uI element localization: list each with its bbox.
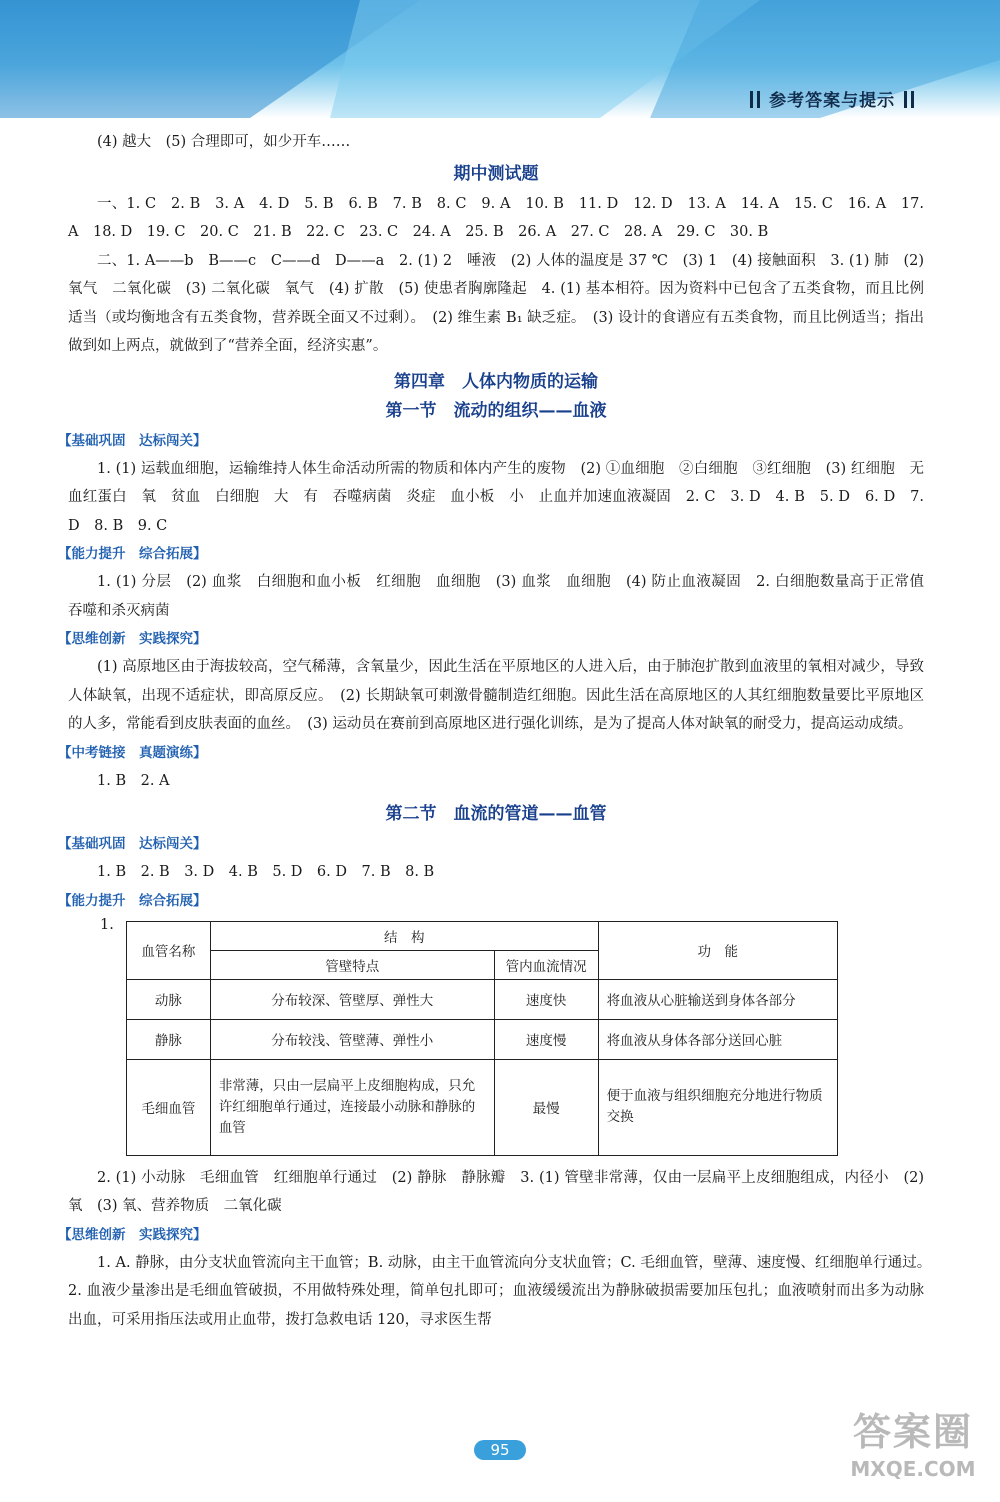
header-bar-right-2 [911, 91, 914, 108]
header-banner [0, 0, 1000, 118]
th-wall: 管壁特点 [210, 950, 494, 979]
section1-ability-answers: 1. (1) 分层 (2) 血浆 白细胞和血小板 红细胞 血细胞 (3) 血浆 血细胞 (4) 防止血液凝固 2. 白细胞数量高于正常值 吞噬和杀灭病菌 [68, 574, 939, 619]
watermark-logo [838, 1408, 988, 1494]
table-question [68, 915, 924, 1164]
table-row [127, 979, 838, 1019]
intro-line: (4) 越大 (5) 合理即可，如少开车…… [97, 134, 351, 150]
header-bar-left-2 [757, 91, 760, 108]
header-bar-left [750, 91, 753, 108]
cell-wall: 非常薄，只由一层扁平上皮细胞构成，只允许红细胞单行通过，连接最小动脉和静脉的血管 [210, 1059, 494, 1155]
th-function: 功 能 [598, 921, 837, 979]
th-vessel-name: 血管名称 [127, 921, 211, 979]
cell-function: 将血液从心脏输送到身体各部分 [598, 979, 837, 1019]
cell-wall: 分布较浅、管壁薄、弹性小 [210, 1019, 494, 1059]
th-flow: 管内血流情况 [494, 950, 598, 979]
cell-flow: 速度快 [494, 979, 598, 1019]
section2-ability-answers: 2. (1) 小动脉 毛细血管 红细胞单行通过 (2) 静脉 静脉瓣 3. (1) 管壁非常薄，仅由一层扁平上皮细胞组成，内径小 (2) 氧 (3) 氧、营养物质 二氧化碳 [68, 1169, 924, 1214]
header-label [748, 86, 916, 111]
midterm-title: 期中测试题 [453, 163, 539, 184]
section1-tag-basic: 【基础巩固 达标闯关】 [58, 432, 207, 449]
section2-tag-innovation: 【思维创新 实践探究】 [58, 1226, 207, 1243]
section1-title: 第一节 流动的组织——血液 [385, 400, 607, 421]
section2-innovation-answers: 1. A. 静脉，由分支状血管流向主干血管；B. 动脉，由主干血管流向分支状血管；C. 毛细血管，壁薄、速度慢、红细胞单行通过。 2. 血液少量渗出是毛细血管破损，不用做特殊处理，简单包扎即可；血液缓缓流出为静脉破损需要加压包扎；血液喷射而出多为动脉出血，可采用指压法或用止血带，拨打急救电话 120，寻求医生帮 [68, 1254, 939, 1328]
section2-basic-answers: 1. B 2. B 3. D 4. B 5. D 6. D 7. B 8. B [97, 864, 435, 880]
cell-function: 便于血液与组织细胞充分地进行物质交换 [598, 1059, 837, 1155]
section1-innovation-answers: (1) 高原地区由于海拔较高，空气稀薄，含氧量少，因此生活在平原地区的人进入后，由于肺泡扩散到血液里的氧相对减少，导致人体缺氧，出现不适症状，即高原反应。 (2) 长期缺氧可刺激骨髓制造红细胞。因此生活在高原地区的人其红细胞数量要比平原地区的人多，常能看到皮肤表面的血丝。 (3) 运动员在赛前到高原地区进行强化训练，是为了提高人体对缺氧的耐受力，提高运动成绩。 [68, 659, 924, 732]
section1-tag-innovation: 【思维创新 实践探究】 [58, 631, 207, 647]
table-header-row [127, 921, 838, 950]
table-question-number: 1. [100, 916, 114, 933]
table-row [127, 1059, 838, 1155]
cell-name: 毛细血管 [127, 1059, 211, 1155]
section1-exam-answers: 1. B 2. A [97, 772, 170, 789]
page-number: 95 [474, 1440, 525, 1460]
chapter-title: 第四章 人体内物质的运输 [394, 371, 598, 392]
section2-title: 第二节 血流的管道——血管 [385, 804, 607, 824]
section1-tag-exam: 【中考链接 真题演练】 [58, 744, 207, 761]
header-label-text: 参考答案与提示 [769, 91, 896, 111]
th-structure: 结 构 [210, 921, 598, 950]
section2-tag-ability: 【能力提升 综合拓展】 [58, 892, 207, 909]
cell-name: 静脉 [127, 1019, 211, 1059]
page-content [58, 128, 939, 1334]
midterm-part2: 二、1. A——b B——c C——d D——a 2. (1) 2 唾液 (2) 人体的温度是 37 ℃ (3) 1 (4) 接触面积 3. (1) 肺 (2) 氧气 二氧化碳 (3) 二氧化碳 氧气 (4) 扩散 (5) 使患者胸廓隆起 4. (1) 基本相符。因为资料中已包含了五类食物，而且比例适当（或均衡地含有五类食物，营养既全面又不过剩）。 (2) 维生素 B₁ 缺乏症。 (3) 设计的食谱应有五类食物，而且比例适当；指出做到如上两点，就做到了“营养全面，经济实惠”。 [68, 252, 924, 354]
cell-function: 将血液从身体各部分送回心脏 [598, 1019, 837, 1059]
cell-wall: 分布较深、管壁厚、弹性大 [210, 979, 494, 1019]
watermark-line1: 答案圈 [852, 1410, 973, 1454]
midterm-part1: 一、1. C 2. B 3. A 4. D 5. B 6. B 7. B 8. C 9. A 10. B 11. D 12. D 13. A 14. A 15. C 16. A 17. A 18. D 19. C 20. C 21. B 22. C 23. C 24. A 25. B 26. A 27. C 28. A 29. C 30. B [68, 195, 924, 240]
watermark-line2: MXQE.COM [850, 1457, 976, 1481]
section2-tag-basic: 【基础巩固 达标闯关】 [58, 836, 207, 852]
vessel-table [126, 921, 838, 1156]
header-bar-right [904, 91, 907, 108]
cell-flow: 最慢 [494, 1059, 598, 1155]
section1-basic-answers: 1. (1) 运载血细胞，运输维持人体生命活动所需的物质和体内产生的废物 (2) ①血细胞 ②白细胞 ③红细胞 (3) 红细胞 无 血红蛋白 氧 贫血 白细胞 大 有 吞噬病菌 炎症 血小板 小 止血并加速血液凝固 2. C 3. D 4. B 5. D 6. D 7. D 8. B 9. C [68, 460, 939, 534]
table-row [127, 1019, 838, 1059]
section1-tag-ability: 【能力提升 综合拓展】 [58, 546, 207, 562]
cell-name: 动脉 [127, 979, 211, 1019]
cell-flow: 速度慢 [494, 1019, 598, 1059]
